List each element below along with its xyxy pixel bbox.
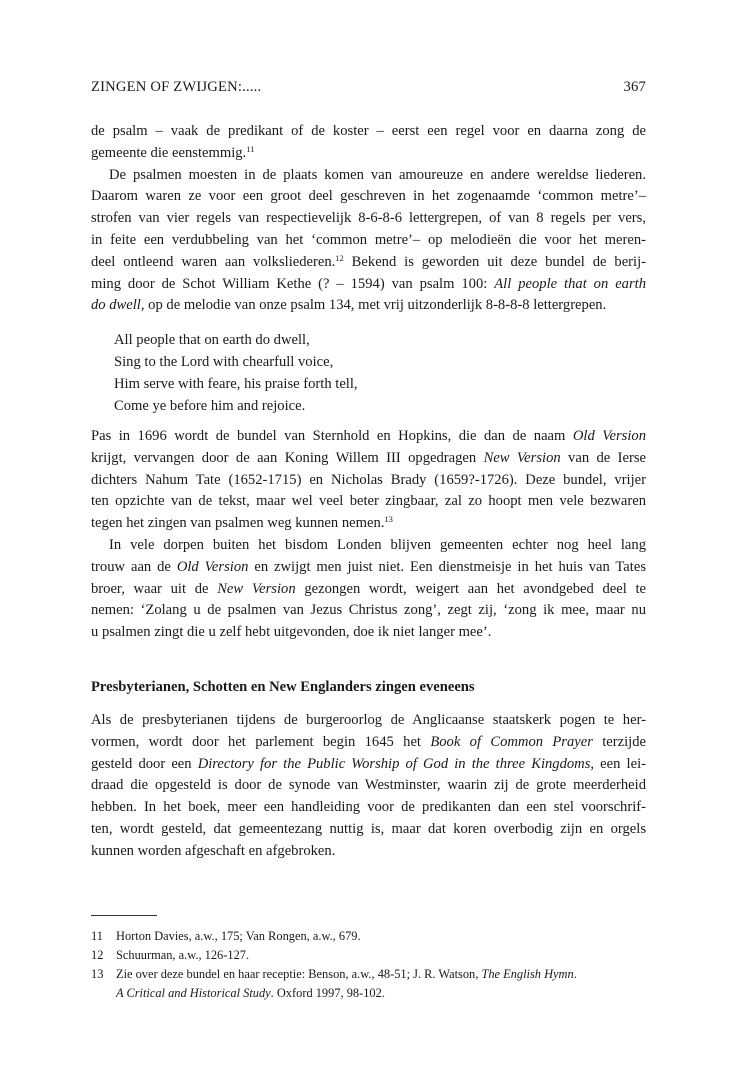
text-line: Als de presbyterianen tijdens de burgeroorlog de Anglicaanse staatskerk pogen te her- <box>91 712 646 728</box>
text-line: hebben. In het boek, meer een handleiding voor de predikanten dan een stel voorschrif- <box>91 799 646 816</box>
text-line: Pas in 1696 wordt de bundel van Sternhold en Hopkins, die dan de naam Old Version <box>91 428 646 444</box>
verse-line: Him serve with feare, his praise forth tell, <box>114 376 358 392</box>
text-line: nemen: ‘Zolang u de psalmen van Jezus Christus zong’, zegt zij, ‘zong ik mee, maar nu <box>91 602 646 619</box>
text-line: strofen van vier regels van respectievelijk 8-6-8-6 lettergrepen, of van 8 regels per vers, <box>91 210 646 227</box>
paragraph-5 <box>91 710 646 863</box>
text-line: dichters Nahum Tate (1652-1715) en Nicholas Brady (1659?-1726). Deze bundel, vrijer <box>91 471 646 488</box>
text-line: krijgt, vervangen door de aan Koning Willem III opgedragen New Version van de Ierse <box>91 449 646 466</box>
text-line: broer, waar uit de New Version gezongen wordt, weigert aan het avondgebed deel te <box>91 580 647 597</box>
text-line: gemeente die eenstemmig.$^{11}$ <box>91 143 255 161</box>
footnote-ref-13: 13 <box>384 514 393 525</box>
text-line: de psalm – vaak de predikant of de koster – eerst een regel voor en daarna zong de <box>91 123 646 139</box>
text-line: vormen, wordt door het parlement begin 1645 het Book of Common Prayer terzijde <box>91 733 646 750</box>
footnote-text: Horton Davies, a.w., 175; Van Rongen, a.w., 679. <box>116 929 361 943</box>
paragraph-1 <box>91 121 646 165</box>
text-line: do dwell, op de melodie van onze psalm 134, met vrij uitzonderlijk 8-8-8-8 lettergrepen. <box>91 297 607 314</box>
text-line: ten, wordt gesteld, dat gemeentezang nuttig is, maar dat koren overbodig zijn en orgels <box>91 820 646 837</box>
text-line: ten opzichte van de tekst, maar wel veel beter zingbaar, zal zo hoopt men vele bezwaren <box>91 493 646 510</box>
running-header <box>91 79 646 99</box>
footnote-number: 13 <box>91 967 104 981</box>
text-line: u psalmen zingt die u zelf hebt uitgevonden, doe ik niet langer mee’. <box>91 624 492 641</box>
footnote-number: 12 <box>91 948 104 962</box>
footnotes <box>91 927 646 1003</box>
paragraph-4 <box>91 535 646 644</box>
paragraph-3 <box>91 426 646 535</box>
footnote-text: Schuurman, a.w., 126-127. <box>116 948 250 962</box>
verse-line: All people that on earth do dwell, <box>114 332 310 348</box>
text-line: draad die opgesteld is door de synode van Westminster, waarin zij de grote meerderheid <box>91 777 646 794</box>
verse-line: Sing to the Lord with chearfull voice, <box>114 354 334 370</box>
verse-line: Come ye before him and rejoice. <box>114 398 306 414</box>
footnote-13 <box>91 965 646 1003</box>
text-line: ming door de Schot William Kethe (? – 1594) van psalm 100: All people that on earth <box>91 275 646 292</box>
footnote-number: 11 <box>91 929 103 943</box>
paragraph-2 <box>91 165 646 318</box>
text-line: kunnen worden afgeschaft en afgebroken. <box>91 842 336 859</box>
running-title: ZINGEN OF ZWIJGEN:..... <box>91 79 262 95</box>
footnote-11 <box>91 927 646 946</box>
footnote-ref-12: 12 <box>335 252 344 263</box>
text-line: trouw aan de Old Version en zwijgt men juist niet. Een dienstmeisje in het huis van Tates <box>91 558 646 575</box>
footnote-divider <box>91 915 157 916</box>
text-line: deel ontleend waren aan volksliederen.$^{12}$ Bekend is geworden uit deze bundel de berij- <box>91 252 646 270</box>
text-line: tegen het zingen van psalmen weg kunnen nemen.$^{13}$ <box>91 514 393 532</box>
text-line: Daarom waren ze voor een groot deel geschreven in het zogenaamde ‘common metre’– <box>91 188 646 205</box>
text-line: in feite een verdubbeling van het ‘common metre’– op melodieën die voor het meren- <box>91 231 646 248</box>
text-line: De psalmen moesten in de plaats komen van amoureuze en andere wereldse liederen. <box>109 166 646 183</box>
footnote-text: A Critical and Historical Study. Oxford 1997, 98-102. <box>116 986 385 1000</box>
footnote-ref-11: 11 <box>246 143 255 154</box>
text-line: In vele dorpen buiten het bisdom Londen blijven gemeenten echter nog heel lang <box>109 537 646 553</box>
footnote-12 <box>91 946 646 965</box>
page-number: 367 <box>623 79 646 95</box>
text-line: gesteld door een Directory for the Public Worship of God in the three Kingdoms, een lei- <box>91 755 646 772</box>
psalm-verse <box>114 329 358 417</box>
section-heading: Presbyterianen, Schotten en New Englanders zingen eveneens <box>91 679 475 695</box>
footnote-text: Zie over deze bundel en haar receptie: Benson, a.w., 48-51; J. R. Watson, The English Hymn. <box>116 967 577 981</box>
